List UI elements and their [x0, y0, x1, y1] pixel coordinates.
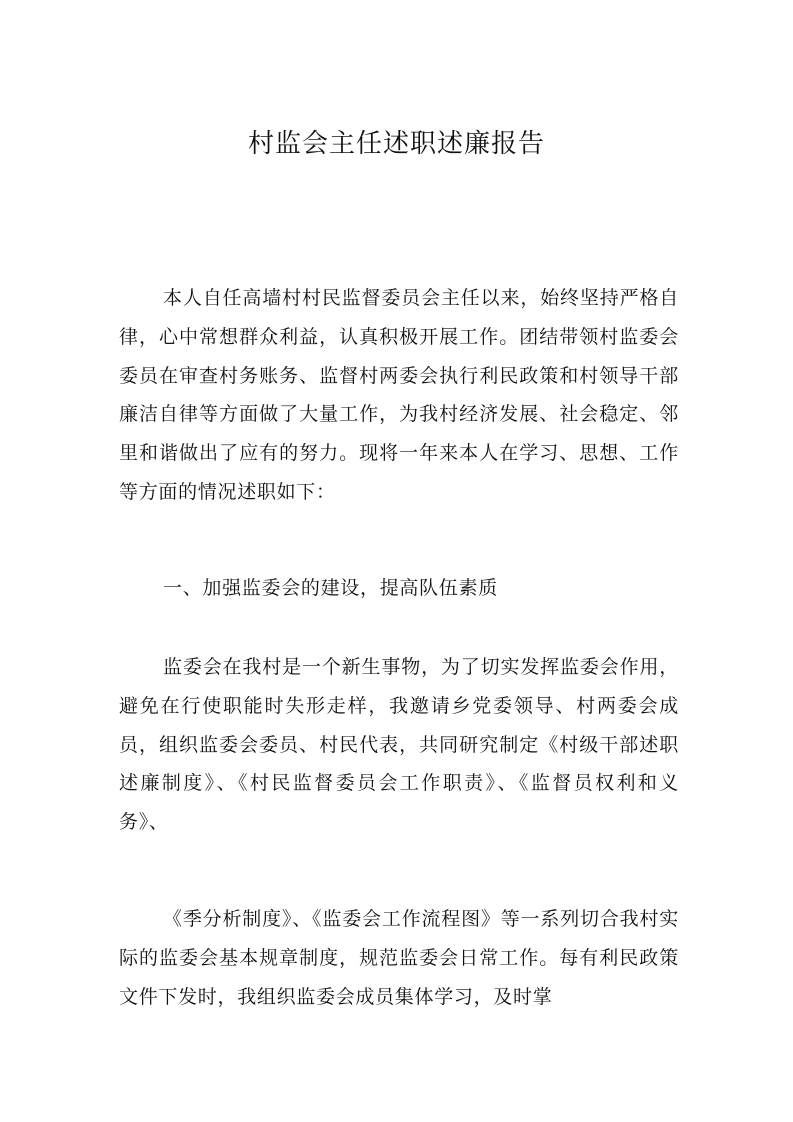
paragraph-section-1-continued: 《季分析制度》、《监委会工作流程图》等一系列切合我村实际的监委会基本规章制度，规范监委会日常工作。每有利民政策文件下发时，我组织监委会成员集体学习，及时掌	[119, 908, 679, 1008]
paragraph-section-1-body: 监委会在我村是一个新生事物，为了切实发挥监委会作用，避免在行使职能时失形走样，我邀请乡党委领导、村两委会成员，组织监委会委员、村民代表，共同研究制定《村级干部述职述廉制度》、《村民监督委员会工作职责》、《监督员权利和义务》、	[119, 656, 679, 834]
document-title: 村监会主任述职述廉报告	[247, 129, 545, 159]
paragraph-introduction: 本人自任高墙村村民监督委员会主任以来，始终坚持严格自律，心中常想群众利益，认真积极开展工作。团结带领村监委会委员在审查村务账务、监督村两委会执行利民政策和村领导干部廉洁自律等方面做了大量工作，为我村经济发展、社会稳定、邻里和谐做出了应有的努力。现将一年来本人在学习、思想、工作等方面的情况述职如下：	[119, 287, 679, 503]
section-heading-1: 一、加强监委会的建设，提高队伍素质	[163, 577, 498, 599]
